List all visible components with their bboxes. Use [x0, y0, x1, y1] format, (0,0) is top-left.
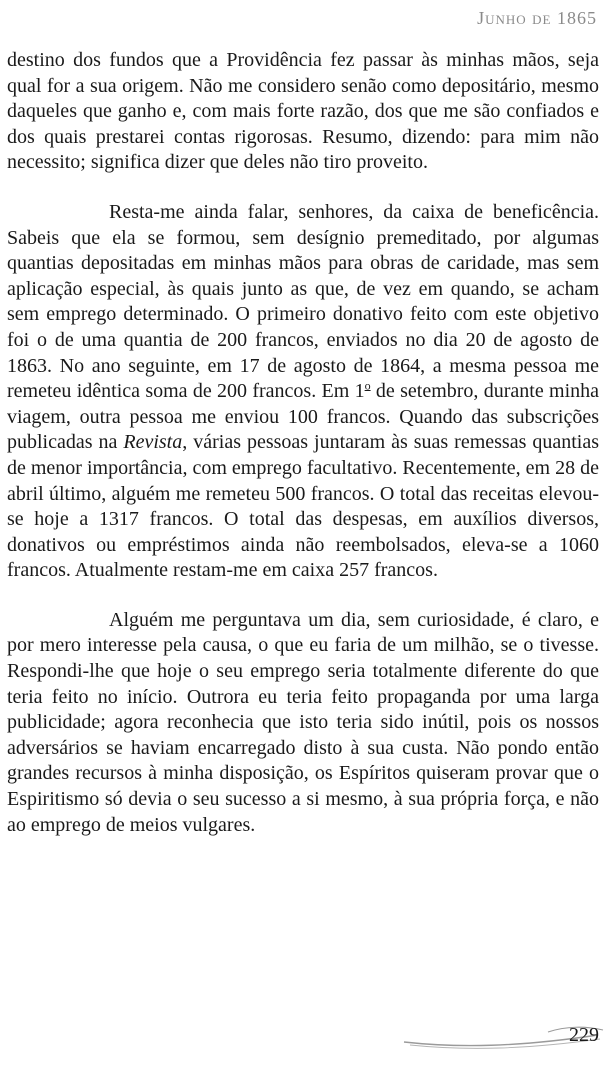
body-text: [7, 48, 599, 862]
ordinal-superscript: o: [364, 378, 371, 393]
italic-title: Revista: [123, 431, 183, 454]
text-run: de setembro, durante minha viagem, outra pessoa me enviou 100 francos. Quando das subscrições publicadas na: [7, 380, 599, 454]
paragraph: [7, 48, 599, 176]
text-run: destino dos fundos que a Providência fez passar às minhas mãos, seja qual for a sua origem. Não me considero senão como depositário, mesmo daqueles que ganho e, com mais forte razão, dos que me são confiados e dos quais prestarei contas rigorosas. Resumo, dizendo: para mim não necessito; significa dizer que deles não tiro proveito.: [7, 49, 599, 174]
running-head-title: Junho de 1865: [477, 8, 597, 28]
text-run: Alguém me perguntava um dia, sem curiosidade, é claro, e por mero interesse pela causa, o que eu faria de um milhão, se o tivesse. Respondi-lhe que hoje o seu emprego seria totalmente diferente do que teria feito no início. Outrora eu teria feito propaganda por uma larga publicidade; agora reconhecia que isto teria sido inútil, pois os nossos adversários se haviam encarregado disto à sua custa. Não pondo então grandes recursos à minha disposição, os Espíritos quiseram provar que o Espiritismo só devia o seu sucesso a si mesmo, à sua própria força, e não ao emprego de meios vulgares.: [7, 608, 599, 836]
paragraph: [7, 608, 599, 838]
page-number: 229: [569, 1024, 599, 1046]
text-run: Resta-me ainda falar, senhores, da caixa de beneficência. Sabeis que ela se formou, sem desígnio premeditado, por algumas quantias depositadas em minhas mãos para obras de caridade, mas sem aplicação especial, às quais junto as que, de vez em quando, se acham sem emprego determinado. O primeiro donativo feito com este objetivo foi o de uma quantia de 200 francos, enviados no dia 20 de agosto de 1863. No ano seguinte, em 17 de agosto de 1864, a mesma pessoa me remeteu idêntica soma de 200 francos. Em 1: [7, 200, 599, 403]
paragraph: [7, 200, 599, 584]
text-run: , várias pessoas juntaram às suas remessas quantias de menor importância, com emprego facultativo. Recentemente, em 28 de abril último, alguém me remeteu 500 francos. O total das receitas elevou-se hoje a 1317 francos. O total das despesas, em auxílios diversos, donativos ou empréstimos ainda não reembolsados, eleva-se a 1060 francos. Atualmente restam-me em caixa 257 francos.: [7, 431, 599, 582]
